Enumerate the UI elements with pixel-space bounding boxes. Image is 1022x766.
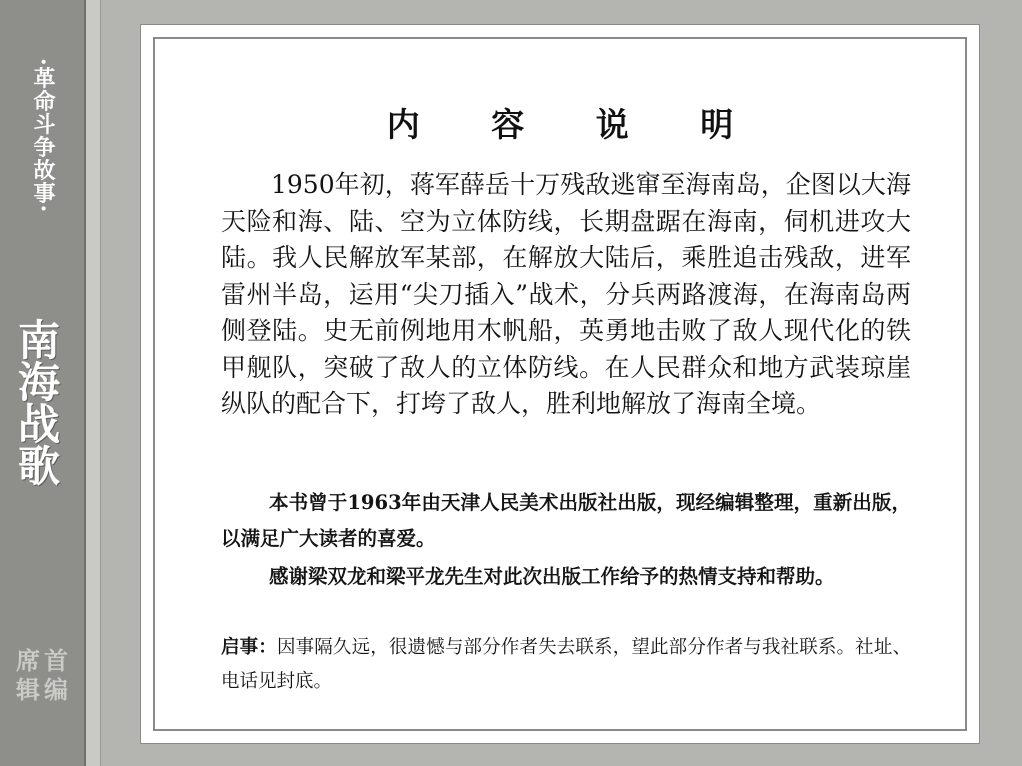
notice-paragraph [221, 631, 911, 699]
publication-paragraph: 本书曾于1963年由天津人民美术出版社出版，现经编辑整理，重新出版，以满足广大读者的喜爱。 [221, 491, 911, 550]
publisher-logo-char: 席 [16, 646, 40, 675]
publisher-logo-char: 辑 [16, 675, 40, 704]
spine-divider [86, 0, 101, 766]
content-panel [140, 24, 980, 744]
publisher-logo-char: 编 [44, 675, 68, 704]
publisher-logo-char: 首 [44, 646, 68, 675]
page-heading: 内 容 说 明 [386, 105, 764, 144]
series-title: ·革命斗争故事· [30, 58, 56, 214]
summary-paragraph: 1950年初，蒋军薛岳十万残敌逃窜至海南岛，企图以大海天险和海、陆、空为立体防线，长期盘踞在海南，伺机进攻大陆。我人民解放军某部，在解放大陆后，乘胜追击残敌，进军雷州半岛，运用“尖刀插入”战术，分兵两路渡海，在海南岛两侧登陆。史无前例地用木帆船，英勇地击败了敌人现代化的铁甲舰队，突破了敌人的立体防线。在人民群众和地方武装琼崖纵队的配合下，打垮了敌人，胜利地解放了海南全境。 [221, 170, 911, 418]
notice-label: 启事： [221, 637, 277, 658]
book-title: 南海战歌 [12, 318, 61, 486]
thanks-paragraph: 感谢梁双龙和梁平龙先生对此次出版工作给予的热情支持和帮助。 [269, 565, 835, 588]
notice-text: 因事隔久远，很遗憾与部分作者失去联系，望此部分作者与我社联系。社址、电话见封底。 [221, 637, 911, 692]
publisher-logo [14, 648, 70, 706]
sidebar-spine [0, 0, 86, 766]
